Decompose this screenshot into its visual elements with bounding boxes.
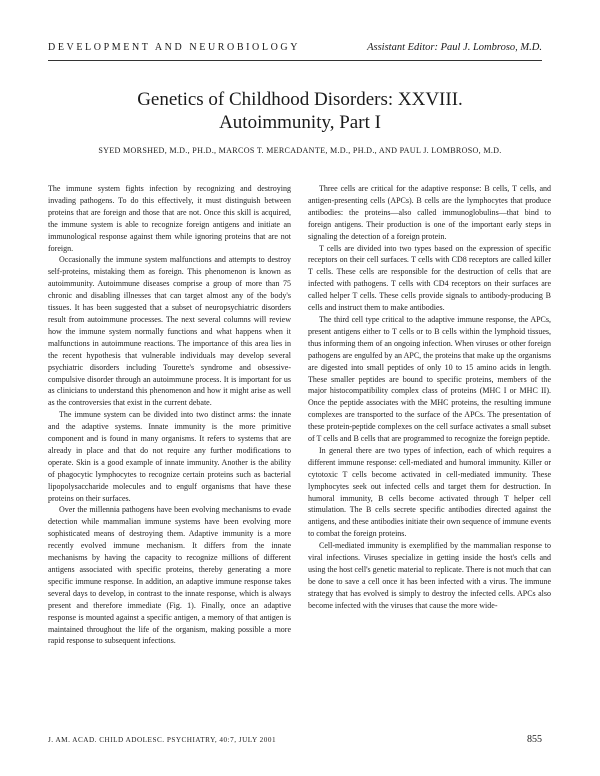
paragraph: Over the millennia pathogens have been evolving mechanisms to evade detection while mammalian immune systems have been evolving more sophisticated means of destroying them. Adaptive immunity is a more recently evolved immune mechanism. It differs from the innate mechanisms by having the capacity to recognize millions of different antigens associated with specific proteins, thereby generating a more specific immune response. In addition, an adaptive immune response takes several days to develop, in contrast to the innate response, which is always present and therefore immediate (Fig. 1). Finally, once an adaptive response is mounted against a specific antigen, a memory of that antigen is maintained throughout the life of the organism, making possible a more rapid response to subsequent infections. [48, 505, 291, 646]
title-line-1: Genetics of Childhood Disorders: XXVIII. [137, 89, 463, 110]
paragraph: The immune system can be divided into two distinct arms: the innate and the adaptive systems. Innate immunity is the more primitive component and is found in many organisms. It refers to systems that are already in place and that do not require any further modifications to operate. Skin is a good example of innate immunity. Another is the ability of phagocytic lymphocytes to recognize certain proteins such as bacterial lipopolysaccharide molecules and to engulf organisms that have these proteins on their surfaces. [48, 410, 291, 503]
paragraph: Occasionally the immune system malfunctions and attempts to destroy self-proteins, mistaking them as foreign. This phenomenon is known as autoimmunity. Autoimmune diseases comprise a group of more than 75 chronic and disabling illnesses that can target almost any of the body's tissues. It has been suggested that a subset of neuropsychiatric disorders result from autoimmune processes. The next several columns will review how the immune system normally functions and what happens when it malfunctions in autoimmune reactions. The importance of this area lies in the recent hypothesis that vulnerable individuals may develop several psychiatric disorders including Tourette's syndrome and obsessive-compulsive disorder through an autoimmune process. It is important for us as clinicians to understand this phenomenon and how it might arise as well as the controversies that exist in the current debate. [48, 255, 291, 408]
paragraph: The third cell type critical to the adaptive immune response, the APCs, present antigens either to T cells or to B cells within the lymphoid tissues, thus informing them of an ongoing infection. When viruses or other foreign pathogens are engulfed by an APC, the proteins that make up the organisms are digested into small peptides of only 10 to 15 amino acids in length. These smaller peptides are bound to specific proteins, members of the major histocompatibility complex class of proteins (MHC I or MHC II). Once the peptide associates with the MHC proteins, the resulting immune complexes are transported to the surface of the APCs. The presentation of these protein-peptide complexes on the cell surface activates a small subset of T cells and B cells that are programmed to recognize the foreign peptide. [308, 314, 551, 444]
article-title [40, 88, 560, 134]
section-name: DEVELOPMENT AND NEUROBIOLOGY [48, 42, 301, 53]
header-divider [48, 60, 542, 61]
title-line-2: Autoimmunity, Part I [219, 112, 381, 133]
author-line: SYED MORSHED, M.D., PH.D., MARCOS T. MERCADANTE, M.D., PH.D., AND PAUL J. LOMBROSO, M.D. [98, 146, 502, 155]
left-column [48, 183, 291, 647]
page-number: 855 [527, 734, 542, 745]
paragraph: In general there are two types of infection, each of which requires a different immune response: cell-mediated and humoral immunity. Killer or cytotoxic T cells become activated in cell-mediated immunity. These lymphocytes seek out infected cells and target them for destruction. In humoral immunity, B cells become activated through T helper cell stimulation. The B cells secrete specific antibodies directed against the antigens, and these antibodies initiate their own sequence of immune events to combat the foreign proteins. [308, 445, 551, 539]
right-column [308, 183, 551, 612]
page-footer [48, 736, 542, 748]
paragraph: Three cells are critical for the adaptive response: B cells, T cells, and antigen-presenting cells (APCs). B cells are the lymphocytes that produce antibodies: the proteins—also called immunoglobulins—that bind to foreign antigens. Their production is one of the important early steps in signaling the detection of a foreign protein. [308, 184, 551, 241]
paragraph: Cell-mediated immunity is exemplified by the mammalian response to viral infections. Viruses specialize in getting inside the host's cells and using the host cell's genetic material to replicate. There is not much that can be done to save a cell once it has been infected with a virus. The immune strategy that has evolved is simply to destroy the infected cells. APCs also become infected with the viruses that cause the more wide- [308, 541, 551, 610]
running-head [48, 42, 542, 58]
paragraph: The immune system fights infection by recognizing and destroying invading pathogens. To do this effectively, it must distinguish between proteins that are foreign and those that are not. Once this skill is acquired, the immune system is able to recognize foreign antigens and initiate an immunological response against them while ignoring proteins that are not foreign. [48, 184, 291, 253]
journal-citation: J. AM. ACAD. CHILD ADOLESC. PSYCHIATRY, 40:7, JULY 2001 [48, 736, 277, 744]
assistant-editor: Assistant Editor: Paul J. Lombroso, M.D. [367, 42, 542, 53]
paragraph: T cells are divided into two types based on the expression of specific receptors on their cell surfaces. T cells with CD8 receptors are called killer T cells. These cells are responsible for the destruction of cells that are infected with pathogens. T cells with CD4 receptors on their surfaces are called helper T cells. These cells provide signals to antibody-producing B cells and instruct them to make antibodies. [308, 243, 551, 313]
